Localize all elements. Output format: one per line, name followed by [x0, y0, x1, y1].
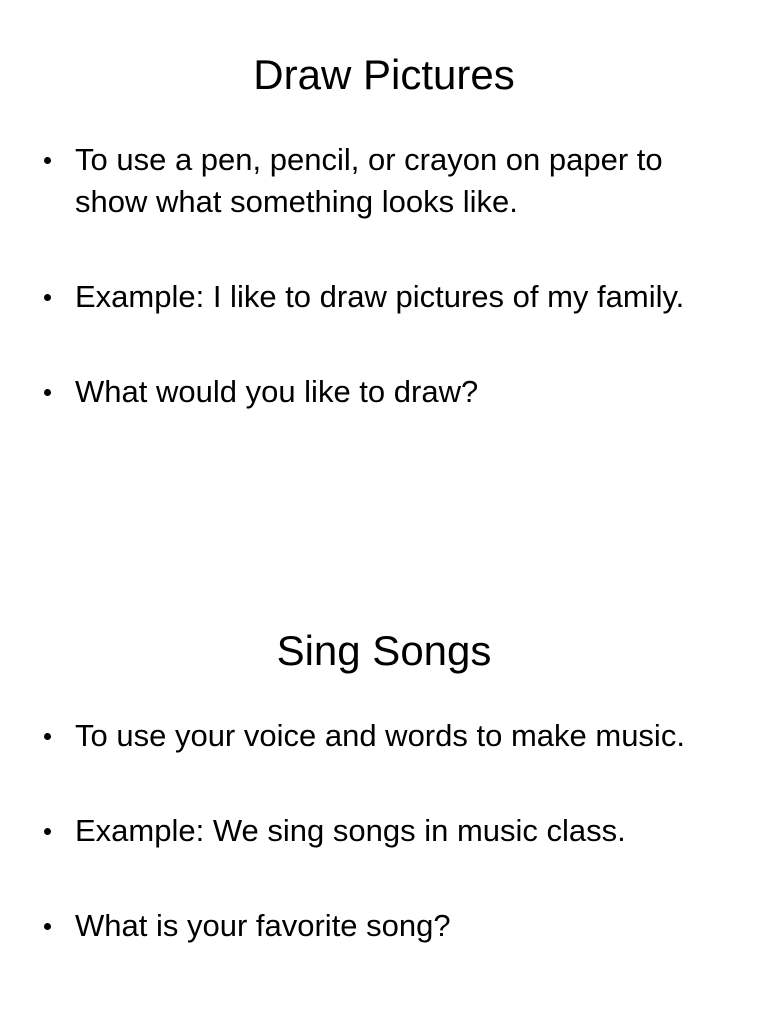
slide-title: Sing Songs	[276, 627, 492, 674]
slide-sing-songs	[0, 576, 768, 1024]
bullet-text: To use your voice and words to make music.	[75, 718, 685, 753]
bullet-list	[75, 139, 720, 466]
bullet-text: What would you like to draw?	[75, 374, 479, 409]
bullet-text: To use a pen, pencil, or crayon on paper to show what something looks like.	[75, 142, 663, 219]
bullet-icon	[44, 389, 51, 396]
bullet-icon	[44, 157, 51, 164]
bullet-icon	[44, 828, 51, 835]
bullet-item	[75, 371, 720, 413]
bullet-icon	[44, 294, 51, 301]
bullet-item	[75, 139, 720, 223]
bullet-icon	[44, 733, 51, 740]
bullet-text: Example: I like to draw pictures of my family.	[75, 279, 685, 314]
bullet-item	[75, 810, 720, 852]
bullet-item	[75, 905, 720, 947]
bullet-item	[75, 715, 720, 757]
bullet-text: What is your favorite song?	[75, 908, 451, 943]
slide-title: Draw Pictures	[253, 51, 515, 98]
bullet-text: Example: We sing songs in music class.	[75, 813, 626, 848]
bullet-icon	[44, 923, 51, 930]
bullet-list	[75, 715, 720, 1000]
bullet-item	[75, 276, 720, 318]
